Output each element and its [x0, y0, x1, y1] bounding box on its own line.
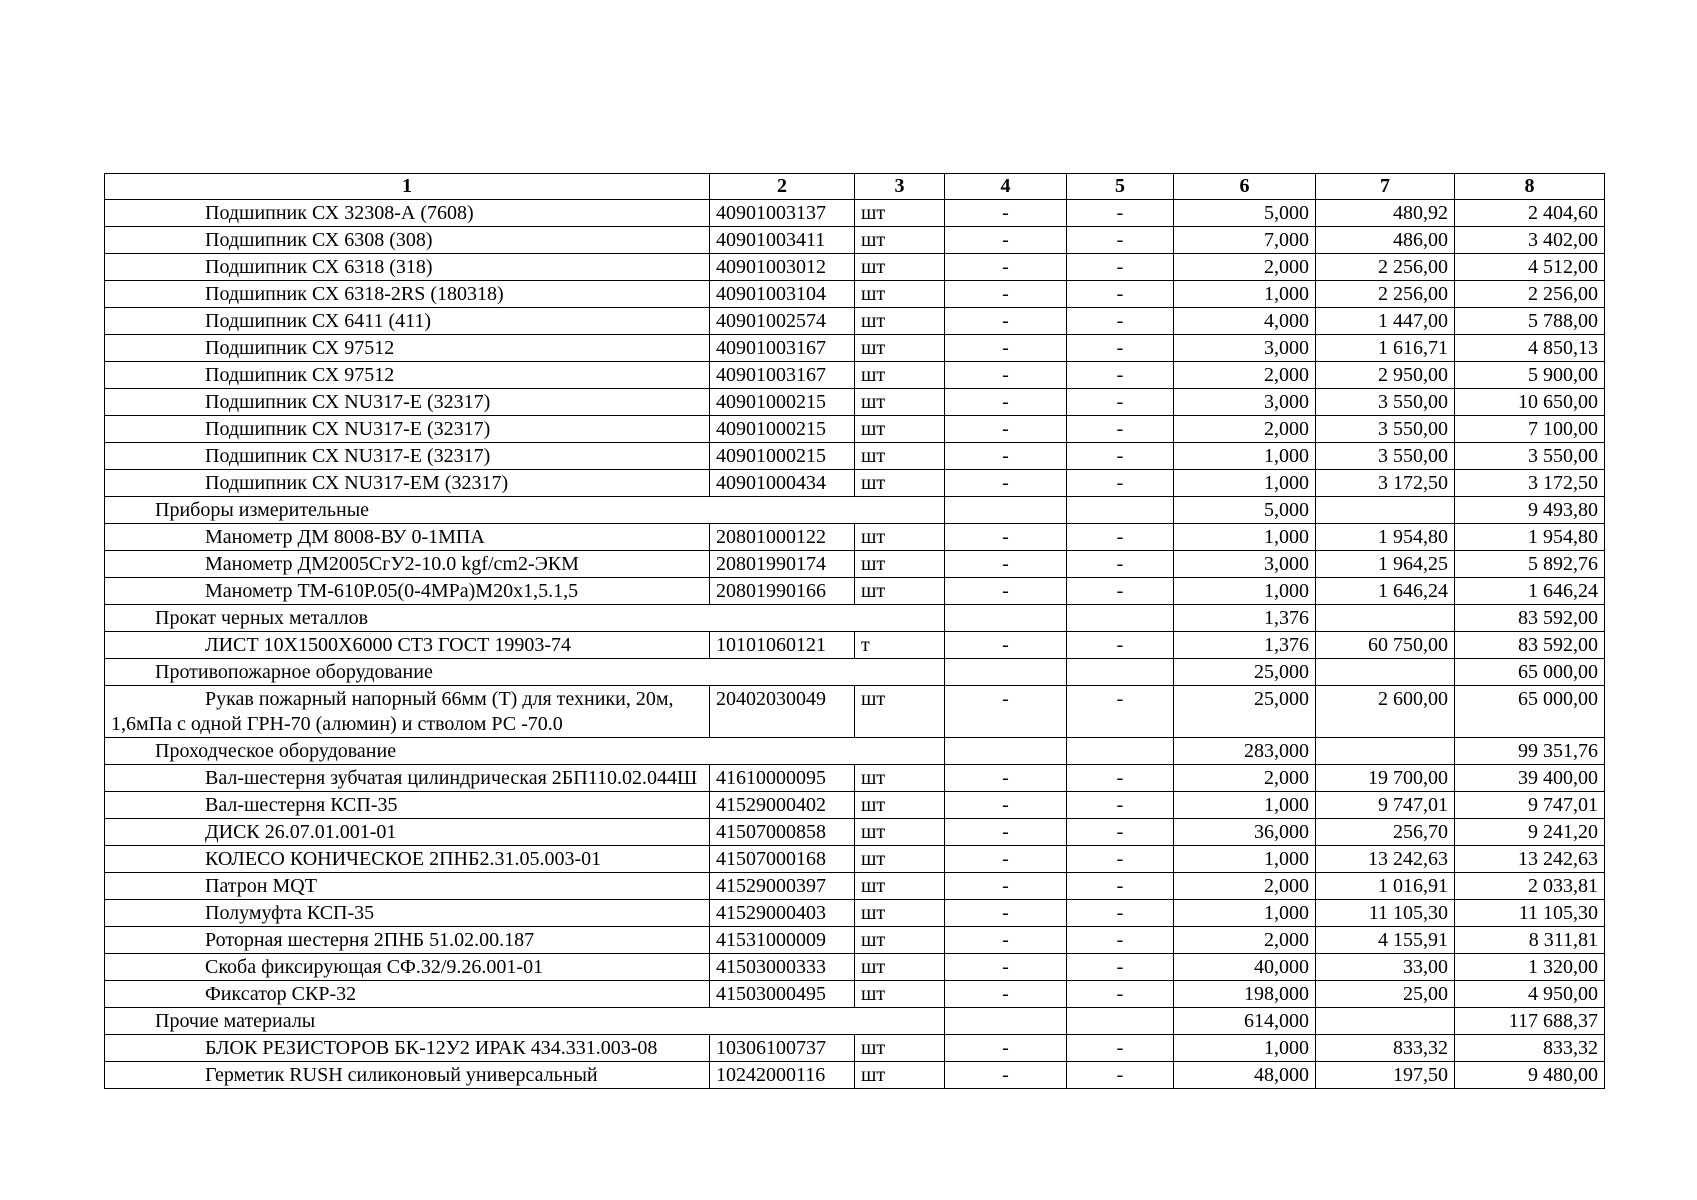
- item-sum: 5 900,00: [1455, 362, 1605, 389]
- item-unit: шт: [855, 335, 945, 362]
- item-code: 10242000116: [710, 1062, 855, 1089]
- item-unit: шт: [855, 578, 945, 605]
- empty-cell: [945, 497, 1067, 524]
- item-code: 20402030049: [710, 686, 855, 738]
- item-name: Манометр ДМ2005СгУ2-10.0 kgf/cm2-ЭКМ: [105, 551, 710, 578]
- item-sum: 2 256,00: [1455, 281, 1605, 308]
- item-unit: шт: [855, 1035, 945, 1062]
- item-price: 3 550,00: [1316, 443, 1455, 470]
- item-unit: шт: [855, 900, 945, 927]
- item-quantity: 198,000: [1174, 981, 1316, 1008]
- table-row: [105, 981, 1605, 1008]
- item-code: 10101060121: [710, 632, 855, 659]
- empty-cell: [945, 738, 1067, 765]
- item-quantity: 1,000: [1174, 792, 1316, 819]
- item-price: 2 600,00: [1316, 686, 1455, 738]
- table-row: [105, 254, 1605, 281]
- item-name: Вал-шестерня зубчатая цилиндрическая 2БП110.02.044Ш: [105, 765, 710, 792]
- table-row: [105, 551, 1605, 578]
- group-name: Противопожарное оборудование: [105, 659, 945, 686]
- item-unit: шт: [855, 551, 945, 578]
- empty-cell: [945, 605, 1067, 632]
- item-name: Подшипник СХ 6411 (411): [105, 308, 710, 335]
- item-col4: -: [945, 1062, 1067, 1089]
- item-col4: -: [945, 846, 1067, 873]
- table-row: [105, 470, 1605, 497]
- item-name: Манометр ТМ-610Р.05(0-4МРа)М20х1,5.1,5: [105, 578, 710, 605]
- item-name: Подшипник СХ 6308 (308): [105, 227, 710, 254]
- item-code: 40901000434: [710, 470, 855, 497]
- item-sum: 5 788,00: [1455, 308, 1605, 335]
- item-code: 40901003167: [710, 362, 855, 389]
- item-name: Фиксатор СКР-32: [105, 981, 710, 1008]
- item-sum: 11 105,30: [1455, 900, 1605, 927]
- table-row: [105, 632, 1605, 659]
- item-col5: -: [1067, 335, 1174, 362]
- item-quantity: 2,000: [1174, 765, 1316, 792]
- group-name: Прочие материалы: [105, 1008, 945, 1035]
- item-name: Подшипник СХ NU317-E (32317): [105, 416, 710, 443]
- empty-cell: [1067, 659, 1174, 686]
- item-quantity: 48,000: [1174, 1062, 1316, 1089]
- item-quantity: 1,000: [1174, 524, 1316, 551]
- item-name: Роторная шестерня 2ПНБ 51.02.00.187: [105, 927, 710, 954]
- item-col5: -: [1067, 470, 1174, 497]
- item-unit: шт: [855, 686, 945, 738]
- item-price: 486,00: [1316, 227, 1455, 254]
- item-col5: -: [1067, 873, 1174, 900]
- item-price: 197,50: [1316, 1062, 1455, 1089]
- item-sum: 3 402,00: [1455, 227, 1605, 254]
- item-unit: шт: [855, 873, 945, 900]
- column-header: 5: [1067, 174, 1174, 200]
- item-sum: 83 592,00: [1455, 632, 1605, 659]
- item-col5: -: [1067, 389, 1174, 416]
- item-sum: 833,32: [1455, 1035, 1605, 1062]
- item-name: Подшипник СХ 6318 (318): [105, 254, 710, 281]
- item-quantity: 36,000: [1174, 819, 1316, 846]
- item-name: Рукав пожарный напорный 66мм (Т) для техники, 20м, 1,6мПа с одной ГРН-70 (алюмин) и стволом РС -70.0: [105, 686, 710, 738]
- item-sum: 65 000,00: [1455, 686, 1605, 738]
- item-price: 60 750,00: [1316, 632, 1455, 659]
- item-price: 1 016,91: [1316, 873, 1455, 900]
- item-unit: шт: [855, 927, 945, 954]
- item-quantity: 2,000: [1174, 254, 1316, 281]
- item-sum: 1 954,80: [1455, 524, 1605, 551]
- item-code: 41503000333: [710, 954, 855, 981]
- item-unit: шт: [855, 416, 945, 443]
- item-quantity: 1,376: [1174, 632, 1316, 659]
- group-row: [105, 605, 1605, 632]
- item-col4: -: [945, 470, 1067, 497]
- table-row: [105, 1062, 1605, 1089]
- item-col4: -: [945, 686, 1067, 738]
- table-row: [105, 1035, 1605, 1062]
- item-sum: 2 404,60: [1455, 200, 1605, 227]
- item-unit: шт: [855, 254, 945, 281]
- table-row: [105, 389, 1605, 416]
- group-quantity: 614,000: [1174, 1008, 1316, 1035]
- item-sum: 4 950,00: [1455, 981, 1605, 1008]
- item-sum: 3 172,50: [1455, 470, 1605, 497]
- empty-cell: [1067, 605, 1174, 632]
- item-quantity: 1,000: [1174, 443, 1316, 470]
- item-quantity: 1,000: [1174, 1035, 1316, 1062]
- table-row: [105, 873, 1605, 900]
- item-col5: -: [1067, 416, 1174, 443]
- group-row: [105, 1008, 1605, 1035]
- item-price: 2 950,00: [1316, 362, 1455, 389]
- item-quantity: 1,000: [1174, 281, 1316, 308]
- item-code: 41610000095: [710, 765, 855, 792]
- group-name: Проходческое оборудование: [105, 738, 945, 765]
- item-name: Подшипник СХ 97512: [105, 362, 710, 389]
- item-sum: 9 747,01: [1455, 792, 1605, 819]
- item-code: 40901000215: [710, 389, 855, 416]
- column-header: 7: [1316, 174, 1455, 200]
- item-quantity: 2,000: [1174, 362, 1316, 389]
- item-col4: -: [945, 254, 1067, 281]
- table-row: [105, 900, 1605, 927]
- item-name: Подшипник СХ 32308-А (7608): [105, 200, 710, 227]
- group-name: Прокат черных металлов: [105, 605, 945, 632]
- item-name: Герметик RUSH силиконовый универсальный: [105, 1062, 710, 1089]
- item-sum: 4 850,13: [1455, 335, 1605, 362]
- item-price: 256,70: [1316, 819, 1455, 846]
- item-price: 3 550,00: [1316, 389, 1455, 416]
- item-code: 40901003137: [710, 200, 855, 227]
- item-code: 41529000397: [710, 873, 855, 900]
- empty-cell: [1316, 1008, 1455, 1035]
- item-quantity: 2,000: [1174, 927, 1316, 954]
- item-sum: 8 311,81: [1455, 927, 1605, 954]
- item-name: Подшипник СХ NU317-E (32317): [105, 389, 710, 416]
- item-col5: -: [1067, 765, 1174, 792]
- item-price: 2 256,00: [1316, 281, 1455, 308]
- column-header: 8: [1455, 174, 1605, 200]
- item-unit: шт: [855, 819, 945, 846]
- item-col4: -: [945, 524, 1067, 551]
- item-col4: -: [945, 765, 1067, 792]
- group-sum: 65 000,00: [1455, 659, 1605, 686]
- item-name: Подшипник СХ 6318-2RS (180318): [105, 281, 710, 308]
- item-price: 9 747,01: [1316, 792, 1455, 819]
- table-row: [105, 792, 1605, 819]
- table-row: [105, 819, 1605, 846]
- item-col5: -: [1067, 524, 1174, 551]
- column-header: 2: [710, 174, 855, 200]
- column-header: 1: [105, 174, 710, 200]
- item-price: 1 447,00: [1316, 308, 1455, 335]
- item-unit: шт: [855, 470, 945, 497]
- table-row: [105, 281, 1605, 308]
- table-body: [105, 200, 1605, 1089]
- item-quantity: 5,000: [1174, 200, 1316, 227]
- item-sum: 39 400,00: [1455, 765, 1605, 792]
- item-quantity: 1,000: [1174, 470, 1316, 497]
- item-unit: шт: [855, 362, 945, 389]
- item-name: Манометр ДМ 8008-ВУ 0-1МПА: [105, 524, 710, 551]
- item-price: 480,92: [1316, 200, 1455, 227]
- item-price: 2 256,00: [1316, 254, 1455, 281]
- item-unit: шт: [855, 765, 945, 792]
- item-code: 40901003012: [710, 254, 855, 281]
- item-col5: -: [1067, 227, 1174, 254]
- item-code: 10306100737: [710, 1035, 855, 1062]
- item-col5: -: [1067, 927, 1174, 954]
- table-row: [105, 416, 1605, 443]
- item-name: Подшипник СХ 97512: [105, 335, 710, 362]
- item-sum: 5 892,76: [1455, 551, 1605, 578]
- item-col5: -: [1067, 362, 1174, 389]
- group-row: [105, 738, 1605, 765]
- item-price: 3 172,50: [1316, 470, 1455, 497]
- column-header: 3: [855, 174, 945, 200]
- item-col4: -: [945, 873, 1067, 900]
- item-col4: -: [945, 389, 1067, 416]
- item-col5: -: [1067, 792, 1174, 819]
- table-row: [105, 954, 1605, 981]
- item-sum: 4 512,00: [1455, 254, 1605, 281]
- item-code: 20801990166: [710, 578, 855, 605]
- column-header: 6: [1174, 174, 1316, 200]
- item-col5: -: [1067, 254, 1174, 281]
- item-quantity: 3,000: [1174, 389, 1316, 416]
- item-col5: -: [1067, 308, 1174, 335]
- item-col5: -: [1067, 281, 1174, 308]
- item-unit: шт: [855, 200, 945, 227]
- empty-cell: [1316, 659, 1455, 686]
- item-unit: шт: [855, 954, 945, 981]
- item-col5: -: [1067, 900, 1174, 927]
- empty-cell: [1067, 1008, 1174, 1035]
- table-row: [105, 200, 1605, 227]
- item-name: Вал-шестерня КСП-35: [105, 792, 710, 819]
- item-quantity: 25,000: [1174, 686, 1316, 738]
- item-sum: 1 320,00: [1455, 954, 1605, 981]
- group-sum: 9 493,80: [1455, 497, 1605, 524]
- item-code: 41507000168: [710, 846, 855, 873]
- item-sum: 7 100,00: [1455, 416, 1605, 443]
- item-unit: т: [855, 632, 945, 659]
- item-col5: -: [1067, 954, 1174, 981]
- item-code: 40901000215: [710, 443, 855, 470]
- item-sum: 9 241,20: [1455, 819, 1605, 846]
- item-price: 33,00: [1316, 954, 1455, 981]
- item-code: 41507000858: [710, 819, 855, 846]
- item-code: 40901003167: [710, 335, 855, 362]
- item-price: 25,00: [1316, 981, 1455, 1008]
- item-col4: -: [945, 1035, 1067, 1062]
- item-sum: 13 242,63: [1455, 846, 1605, 873]
- item-quantity: 3,000: [1174, 335, 1316, 362]
- item-price: 1 964,25: [1316, 551, 1455, 578]
- item-col5: -: [1067, 632, 1174, 659]
- item-price: 1 616,71: [1316, 335, 1455, 362]
- group-sum: 83 592,00: [1455, 605, 1605, 632]
- item-code: 41531000009: [710, 927, 855, 954]
- item-sum: 9 480,00: [1455, 1062, 1605, 1089]
- item-col4: -: [945, 200, 1067, 227]
- item-name: БЛОК РЕЗИСТОРОВ БК-12У2 ИРАК 434.331.003-08: [105, 1035, 710, 1062]
- table-row: [105, 335, 1605, 362]
- item-name: ДИСК 26.07.01.001-01: [105, 819, 710, 846]
- item-col4: -: [945, 551, 1067, 578]
- group-sum: 117 688,37: [1455, 1008, 1605, 1035]
- item-code: 40901000215: [710, 416, 855, 443]
- item-col5: -: [1067, 686, 1174, 738]
- item-price: 19 700,00: [1316, 765, 1455, 792]
- item-col5: -: [1067, 1062, 1174, 1089]
- item-col4: -: [945, 443, 1067, 470]
- item-code: 41503000495: [710, 981, 855, 1008]
- item-unit: шт: [855, 281, 945, 308]
- item-quantity: 2,000: [1174, 416, 1316, 443]
- materials-table: [104, 173, 1605, 1089]
- item-col5: -: [1067, 200, 1174, 227]
- item-code: 41529000403: [710, 900, 855, 927]
- table-row: [105, 686, 1605, 738]
- item-sum: 1 646,24: [1455, 578, 1605, 605]
- group-quantity: 1,376: [1174, 605, 1316, 632]
- empty-cell: [1316, 497, 1455, 524]
- item-col5: -: [1067, 981, 1174, 1008]
- empty-cell: [1067, 497, 1174, 524]
- item-quantity: 1,000: [1174, 846, 1316, 873]
- item-quantity: 7,000: [1174, 227, 1316, 254]
- item-price: 1 646,24: [1316, 578, 1455, 605]
- item-unit: шт: [855, 846, 945, 873]
- item-col4: -: [945, 362, 1067, 389]
- item-name: Патрон MQT: [105, 873, 710, 900]
- item-code: 41529000402: [710, 792, 855, 819]
- item-unit: шт: [855, 308, 945, 335]
- item-col4: -: [945, 632, 1067, 659]
- item-col5: -: [1067, 443, 1174, 470]
- item-code: 40901002574: [710, 308, 855, 335]
- table-row: [105, 927, 1605, 954]
- item-code: 40901003411: [710, 227, 855, 254]
- item-quantity: 1,000: [1174, 900, 1316, 927]
- empty-cell: [945, 659, 1067, 686]
- table-row: [105, 578, 1605, 605]
- table-row: [105, 443, 1605, 470]
- item-col4: -: [945, 416, 1067, 443]
- item-unit: шт: [855, 524, 945, 551]
- empty-cell: [1067, 738, 1174, 765]
- item-price: 833,32: [1316, 1035, 1455, 1062]
- item-quantity: 40,000: [1174, 954, 1316, 981]
- item-unit: шт: [855, 443, 945, 470]
- item-col5: -: [1067, 819, 1174, 846]
- table-row: [105, 362, 1605, 389]
- table-row: [105, 227, 1605, 254]
- item-sum: 10 650,00: [1455, 389, 1605, 416]
- empty-cell: [1316, 605, 1455, 632]
- item-code: 20801990174: [710, 551, 855, 578]
- item-col4: -: [945, 308, 1067, 335]
- item-col4: -: [945, 335, 1067, 362]
- item-col4: -: [945, 792, 1067, 819]
- group-quantity: 283,000: [1174, 738, 1316, 765]
- item-code: 40901003104: [710, 281, 855, 308]
- group-quantity: 5,000: [1174, 497, 1316, 524]
- item-col4: -: [945, 927, 1067, 954]
- item-quantity: 3,000: [1174, 551, 1316, 578]
- item-name: ЛИСТ 10Х1500Х6000 СТ3 ГОСТ 19903-74: [105, 632, 710, 659]
- table-row: [105, 524, 1605, 551]
- item-quantity: 4,000: [1174, 308, 1316, 335]
- item-col4: -: [945, 819, 1067, 846]
- group-sum: 99 351,76: [1455, 738, 1605, 765]
- item-col4: -: [945, 900, 1067, 927]
- header-row: [105, 174, 1605, 200]
- item-unit: шт: [855, 389, 945, 416]
- item-name: Скоба фиксирующая СФ.32/9.26.001-01: [105, 954, 710, 981]
- item-col4: -: [945, 281, 1067, 308]
- item-col5: -: [1067, 551, 1174, 578]
- group-quantity: 25,000: [1174, 659, 1316, 686]
- item-col4: -: [945, 227, 1067, 254]
- item-name: КОЛЕСО КОНИЧЕСКОЕ 2ПНБ2.31.05.003-01: [105, 846, 710, 873]
- item-price: 3 550,00: [1316, 416, 1455, 443]
- group-row: [105, 659, 1605, 686]
- item-col5: -: [1067, 578, 1174, 605]
- item-price: 1 954,80: [1316, 524, 1455, 551]
- item-col5: -: [1067, 846, 1174, 873]
- item-sum: 2 033,81: [1455, 873, 1605, 900]
- item-unit: шт: [855, 1062, 945, 1089]
- item-name: Подшипник СХ NU317-EM (32317): [105, 470, 710, 497]
- empty-cell: [1316, 738, 1455, 765]
- group-name: Приборы измерительные: [105, 497, 945, 524]
- table-row: [105, 846, 1605, 873]
- column-header: 4: [945, 174, 1067, 200]
- item-price: 11 105,30: [1316, 900, 1455, 927]
- item-price: 13 242,63: [1316, 846, 1455, 873]
- item-quantity: 1,000: [1174, 578, 1316, 605]
- item-col4: -: [945, 578, 1067, 605]
- item-name: Подшипник СХ NU317-E (32317): [105, 443, 710, 470]
- item-col5: -: [1067, 1035, 1174, 1062]
- item-unit: шт: [855, 792, 945, 819]
- item-sum: 3 550,00: [1455, 443, 1605, 470]
- item-quantity: 2,000: [1174, 873, 1316, 900]
- item-col4: -: [945, 954, 1067, 981]
- group-row: [105, 497, 1605, 524]
- item-col4: -: [945, 981, 1067, 1008]
- empty-cell: [945, 1008, 1067, 1035]
- item-unit: шт: [855, 227, 945, 254]
- table-row: [105, 765, 1605, 792]
- item-name: Полумуфта КСП-35: [105, 900, 710, 927]
- item-unit: шт: [855, 981, 945, 1008]
- item-price: 4 155,91: [1316, 927, 1455, 954]
- item-code: 20801000122: [710, 524, 855, 551]
- table-row: [105, 308, 1605, 335]
